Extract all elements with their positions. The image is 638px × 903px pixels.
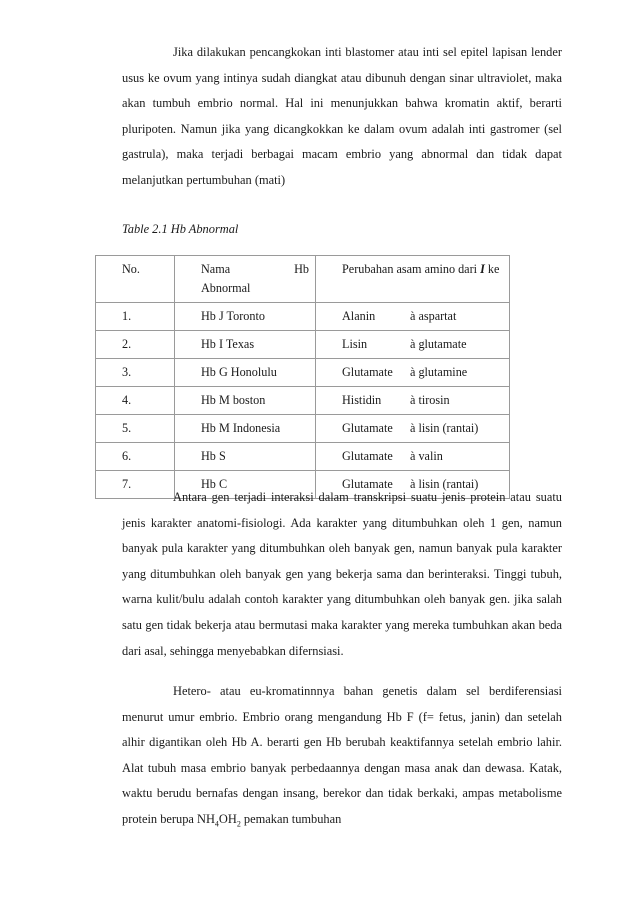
row-change [316, 359, 510, 387]
row-change [316, 443, 510, 471]
row-from: Glutamate [342, 449, 393, 463]
formula-subscript-1: 4 [214, 819, 219, 829]
formula-part-b: OH [218, 811, 237, 826]
row-from: Glutamate [342, 421, 393, 435]
row-to: à glutamate [410, 337, 467, 351]
header-change-suffix: ke [487, 262, 500, 276]
table-header-row [96, 256, 510, 303]
header-name-part2: Hb [294, 262, 309, 276]
table-row [96, 387, 510, 415]
header-change-prefix: Perubahan asam amino dari [342, 262, 478, 276]
row-from: Histidin [342, 393, 382, 407]
formula-subscript-2: 2 [236, 819, 241, 829]
row-no: 3. [96, 359, 175, 387]
header-change-symbol: I [480, 262, 485, 276]
row-to: à tirosin [410, 393, 450, 407]
row-no: 2. [96, 331, 175, 359]
row-to: à aspartat [410, 309, 457, 323]
row-name: Hb J Toronto [175, 303, 316, 331]
table-caption: Table 2.1 Hb Abnormal [122, 222, 239, 236]
table-row [96, 303, 510, 331]
row-no: 6. [96, 443, 175, 471]
row-from: Lisin [342, 337, 368, 351]
header-name-part3: Abnormal [201, 281, 251, 295]
row-to: à glutamine [410, 365, 468, 379]
row-change [316, 303, 510, 331]
header-no: No. [96, 256, 175, 303]
table-row [96, 415, 510, 443]
header-name [175, 256, 316, 303]
table-row [96, 331, 510, 359]
row-no: 7. [96, 471, 175, 499]
paragraph-3-text: Hetero- atau eu-kromatinnnya bahan genetis dalam sel berdiferensiasi menurut umur embrio. Embrio orang mengandung Hb F (f= fetus, janin) dan setelah alhir digantikan oleh Hb A. berarti gen Hb berubah keaktifannya setelah embrio lahir. Alat tubuh masa embrio banyak perbedaannya dengan masa anak dan dewasa. Katak, waktu berudu bernafas dengan insang, berekor dan tidak berkaki, ampas metabolisme protein berupa [122, 684, 562, 826]
row-to: à lisin (rantai) [410, 421, 479, 435]
row-from: Glutamate [342, 477, 393, 491]
table-row [96, 443, 510, 471]
row-change [316, 331, 510, 359]
paragraph-1-text: Jika dilakukan pencangkokan inti blastomer atau inti sel epitel lapisan lender usus ke ovum yang intinya sudah diangkat atau dibunuh dengan sinar ultraviolet, maka akan tumbuh embrio normal. Hal ini menunjukkan bahwa kromatin aktif, berarti pluripoten. Namun jika yang dicangkokkan ke dalam ovum adalah inti gastromer (sel gastrula), maka terjadi berbagai macam embrio yang abnormal dan tidak dapat melanjutkan pertumbuhan (mati) [122, 45, 562, 187]
paragraph-3-tail: pemakan tumbuhan [240, 811, 342, 826]
row-name: Hb M Indonesia [175, 415, 316, 443]
row-no: 1. [96, 303, 175, 331]
header-change [316, 256, 510, 303]
row-to: à lisin (rantai) [410, 477, 479, 491]
paragraph-pluripotent [122, 40, 562, 194]
row-name: Hb I Texas [175, 331, 316, 359]
hb-abnormal-table [95, 255, 510, 499]
header-name-part1: Nama [201, 262, 231, 276]
row-name: Hb C [175, 471, 316, 499]
row-from: Alanin [342, 309, 376, 323]
row-change [316, 415, 510, 443]
formula-part-a: NH [197, 811, 215, 826]
paragraph-chromatin [122, 679, 562, 837]
row-from: Glutamate [342, 365, 393, 379]
row-name: Hb S [175, 443, 316, 471]
paragraph-2-text: Antara gen terjadi interaksi dalam transkripsi suatu jenis protein atau suatu jenis karakter anatomi-fisiologi. Ada karakter yang ditumbuhkan oleh 1 gen, namun banyak pula karakter yang ditumbuhkan oleh banyak gen, namun banyak pula karakter yang ditumbuhkan oleh banyak gen yang bekerja sama dan berinteraksi. Tinggi tubuh, warna kulit/bulu adalah contoh karakter yang ditumbuhkan oleh banyak gen. jika salah satu gen tidak bekerja atau bermutasi maka karakter yang mereka tumbuhkan akan beda dari asal, sehingga menyebabkan difernsiasi. [122, 490, 562, 658]
row-name: Hb G Honolulu [175, 359, 316, 387]
row-no: 5. [96, 415, 175, 443]
paragraph-gene-interaction [122, 485, 562, 664]
row-change [316, 387, 510, 415]
table-row [96, 359, 510, 387]
row-no: 4. [96, 387, 175, 415]
row-name: Hb M boston [175, 387, 316, 415]
row-to: à valin [410, 449, 443, 463]
